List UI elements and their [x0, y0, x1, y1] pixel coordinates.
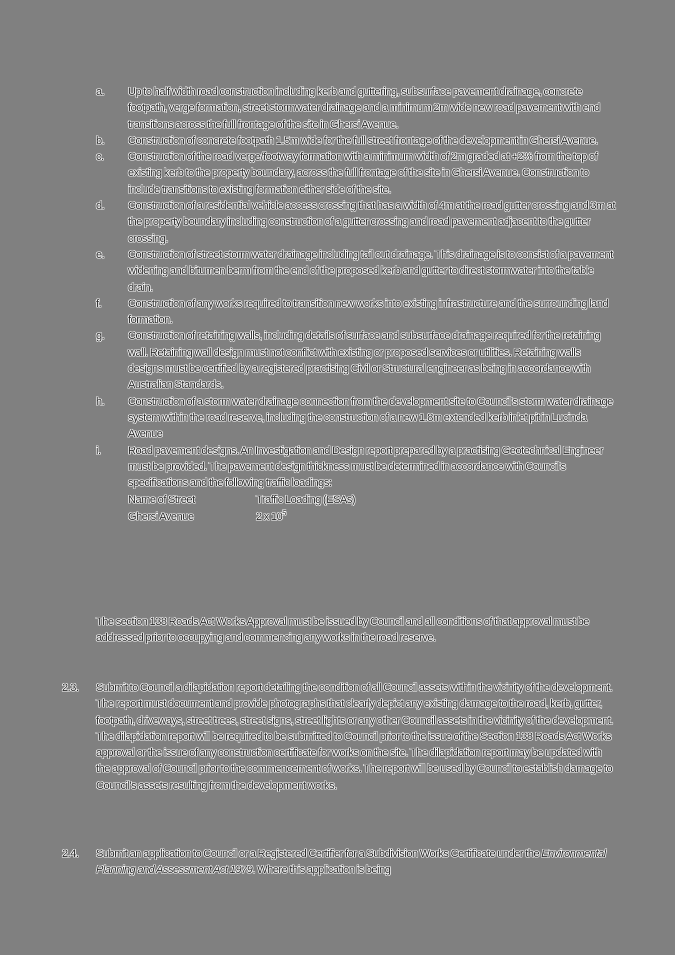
condition-text	[96, 846, 614, 879]
list-item-text: Construction of a residential vehicle access crossing that has a width of 4m at the road gutter crossing and 3m at the property boundary including construction of a gutter crossing and road pavement adjacent to the gutter crossing.	[128, 200, 616, 245]
condition-text: Submit to Council a dilapidation report detailing the condition of all Council assets within the vicinity of the development. The report must document and provide photographs that clearly depict any existing damage to the road, kerb, gutter, footpath, driveways, street trees, street signs, street lights or any other Council assets in the vicinity of the development. The dilapidation report will be required to be submitted to Council prior to the issue of the Section 138 Roads Act Works approval or the issue of any construction certificate for works on the site. The dilapidation report may be updated with the approval of Council prior to the commencement of works. The report will be used by Council to establish damage to Council's assets resulting from the development works.	[96, 682, 613, 792]
list-item-label: i.	[96, 444, 101, 457]
list-item-text: Construction of any works required to transition new works into existing infrastructure and the surrounding land formation.	[128, 297, 609, 327]
roads-act-note: The section 138 Roads Act Works Approval must be issued by Council and all conditions of that approval must be addressed prior to occupying and commencing any works in the road reserve.	[96, 616, 589, 645]
list-item	[96, 198, 616, 247]
works-list	[96, 84, 616, 525]
list-item-label: e.	[96, 248, 105, 261]
list-item	[96, 133, 616, 149]
condition-2-4	[62, 846, 614, 879]
condition-text-before: Submit an application to Council or a Registered Certifier for a Subdivision Works Certificate under the	[96, 848, 542, 860]
list-item	[96, 84, 616, 133]
list-item-text: Construction of street storm water drainage including tail out drainage. This drainage is to consist of a pavement widening and bitumen berm from the end of the proposed kerb and gutter to direct stormwater into the table drain.	[128, 248, 613, 294]
table-row	[128, 509, 616, 525]
list-item-label: g.	[96, 330, 105, 343]
cell-loading	[256, 509, 286, 525]
condition-2-3	[62, 680, 614, 794]
cell-loading-base: 2 x 10	[256, 510, 283, 523]
list-item-text: Road pavement designs. An Investigation and Design report prepared by a practising Geotechnical Engineer must be provided. The pavement design thickness must be determined in accordance with Council's specifications and the following traffic loadings:	[128, 444, 604, 490]
list-item-text: Construction of retaining walls, including details of surface and subsurface drainage required for the retaining wall. Retaining wall design must not conflict with existing or proposed services or utilities. Retaining walls designs must be certified by a registered practising Civil or Structural engineer as being in accordance with Australian Standards.	[128, 330, 601, 392]
list-item-text: Construction of a storm water drainage connection from the development site to Council's storm water drainage system within the road reserve, including the construction of a new 1.8m extended kerb inlet pit in Lucinda Avenue	[128, 395, 613, 441]
list-item	[96, 394, 616, 443]
condition-number: 2.4.	[62, 848, 79, 860]
condition-text-after: . Where this application is being	[252, 864, 391, 877]
list-item-label: b.	[96, 134, 105, 147]
list-item-label: f.	[96, 297, 102, 310]
act-title: Environmental Planning and Assessment Act 1979	[96, 848, 606, 877]
list-item-text: Construction of concrete footpath 1.5m wide for the full street frontage of the development in Ghersi Avenue.	[128, 134, 598, 147]
cell-street: Ghersi Avenue	[128, 510, 194, 523]
list-item	[96, 149, 616, 198]
list-item-label: d.	[96, 200, 105, 213]
traffic-loadings-table	[128, 492, 616, 525]
list-item	[96, 247, 616, 296]
header-loading: Traffic Loading (ESAs)	[256, 494, 356, 507]
list-item-label: a.	[96, 86, 105, 98]
condition-number: 2.3.	[62, 682, 79, 694]
list-item-label: h.	[96, 395, 105, 408]
header-street: Name of Street	[128, 494, 195, 507]
list-item	[96, 328, 616, 393]
list-item	[96, 296, 616, 329]
table-header-row	[128, 492, 616, 508]
list-item-text: Up to half width road construction including kerb and guttering, subsurface pavement drainage, concrete footpath, verge formation, street stormwater drainage and a minimum 2m wide new road pavement with end transitions across the full frontage of the site in Ghersi Avenue.	[128, 86, 600, 131]
list-item-label: c.	[96, 151, 104, 164]
cell-loading-exponent: 5	[282, 510, 286, 518]
list-item-text: Construction of the road verge/footway formation with a minimum width of 2m graded at +2% from the top of existing kerb to the property boundary, across the full frontage of the site in Ghersi Avenue. Construction to include transitions to existing formation either side of the site.	[128, 151, 598, 196]
list-item	[96, 443, 616, 492]
